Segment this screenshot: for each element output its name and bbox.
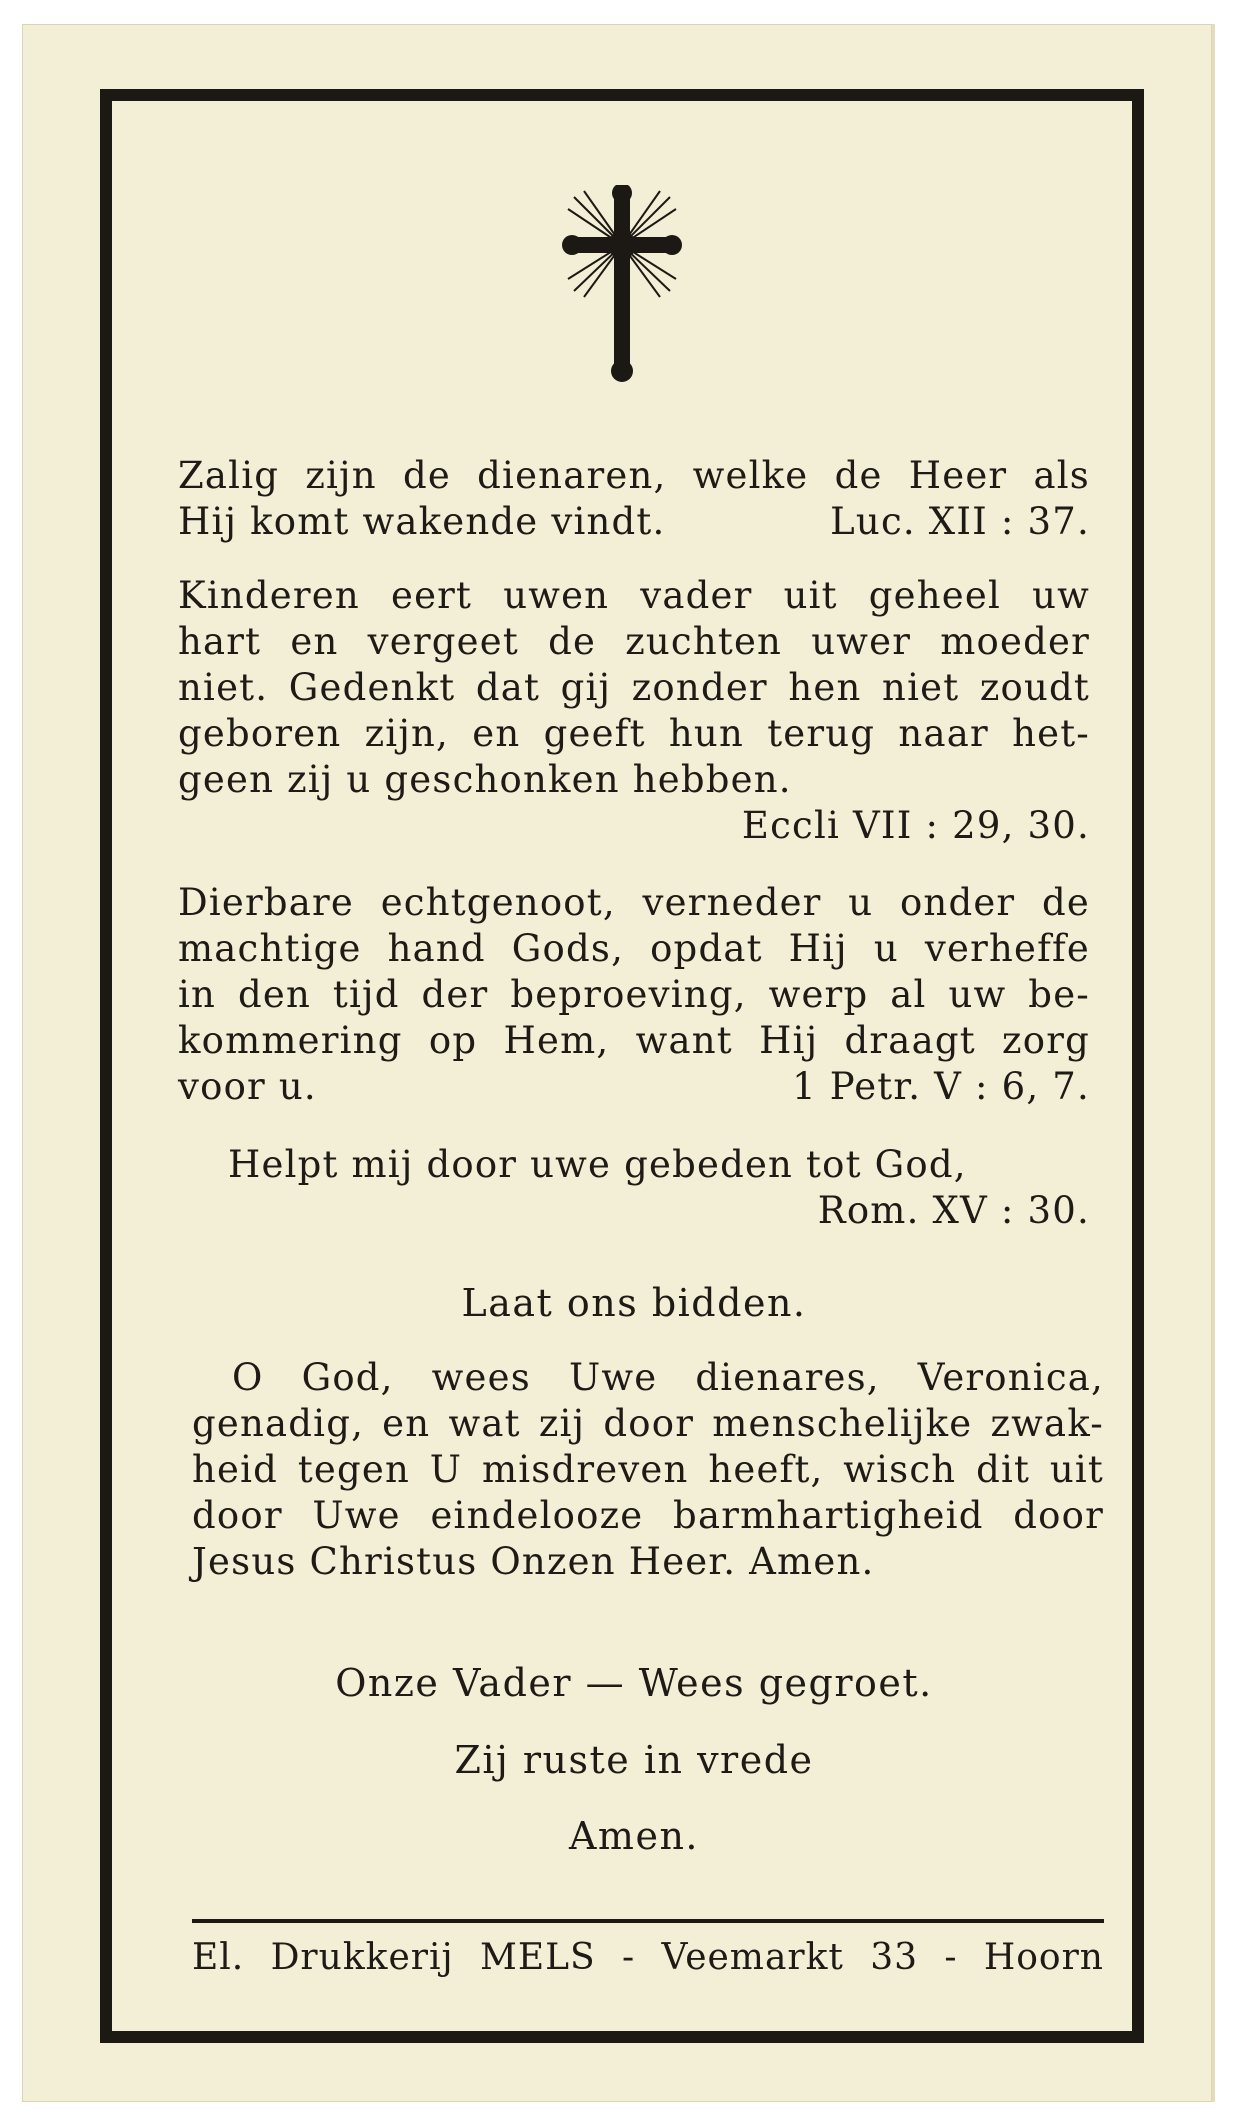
verse-line-with-reference <box>178 499 1090 545</box>
prayer-line: heid tegen U misdreven heeft, wisch dit uit <box>192 1448 1104 1491</box>
closing-line-1: Onze Vader — Wees gegroet. <box>335 1661 933 1705</box>
scripture-reference: 1 Petr. V : 6, 7. <box>792 1065 1090 1108</box>
scripture-reference: Luc. XII : 37. <box>830 500 1090 543</box>
cross-icon <box>562 185 682 385</box>
scripture-reference: Eccli VII : 29, 30. <box>741 804 1090 847</box>
divider <box>192 1919 1104 1923</box>
verse-line: hart en vergeet de zuchten uwer moeder <box>178 620 1090 663</box>
verse-line: machtige hand Gods, opdat Hij u verheffe <box>178 927 1090 970</box>
verse-line: geboren zijn, en geeft hun terug naar het- <box>178 712 1090 755</box>
closing-line-3: Amen. <box>568 1814 700 1858</box>
verse-line: geen zij u geschonken hebben. <box>178 758 792 801</box>
verse-line: kommering op Hem, want Hij draagt zorg <box>178 1019 1090 1062</box>
verse-line: Hij komt wakende vindt. <box>178 500 666 543</box>
prayer-text <box>192 1355 1104 1585</box>
verse-line: Kinderen eert uwen vader uit geheel uw <box>178 574 1090 617</box>
verse-luke <box>178 453 1090 545</box>
verse-line: voor u. <box>178 1065 317 1108</box>
verse-line: niet. Gedenkt dat gij zonder hen niet zoudt <box>178 666 1090 709</box>
printer-imprint: El. Drukkerij MELS - Veemarkt 33 - Hoorn <box>192 1937 1104 1978</box>
verse-line: Zalig zijn de dienaren, welke de Heer als <box>178 454 1090 497</box>
prayer-line: O God, wees Uwe dienares, Veronica, <box>232 1356 1104 1399</box>
verse-eccli <box>178 573 1090 849</box>
scripture-reference: Rom. XV : 30. <box>817 1189 1090 1232</box>
prayer-line: door Uwe eindelooze barmhartigheid door <box>192 1494 1104 1537</box>
prayer-line: Jesus Christus Onzen Heer. Amen. <box>192 1540 875 1583</box>
verse-line: in den tijd der beproeving, werp al uw be- <box>178 973 1090 1016</box>
prayer-heading: Laat ons bidden. <box>461 1281 807 1325</box>
verse-line-with-reference <box>178 1064 1090 1110</box>
verse-peter <box>178 880 1090 1110</box>
verse-romans <box>178 1142 1090 1234</box>
verse-line: Dierbare echtgenoot, verneder u onder de <box>178 881 1090 924</box>
closing-line-2: Zij ruste in vrede <box>454 1738 814 1782</box>
verse-line: Helpt mij door uwe gebeden tot God, <box>228 1143 967 1186</box>
prayer-line: genadig, en wat zij door menschelijke zwak- <box>192 1402 1104 1445</box>
